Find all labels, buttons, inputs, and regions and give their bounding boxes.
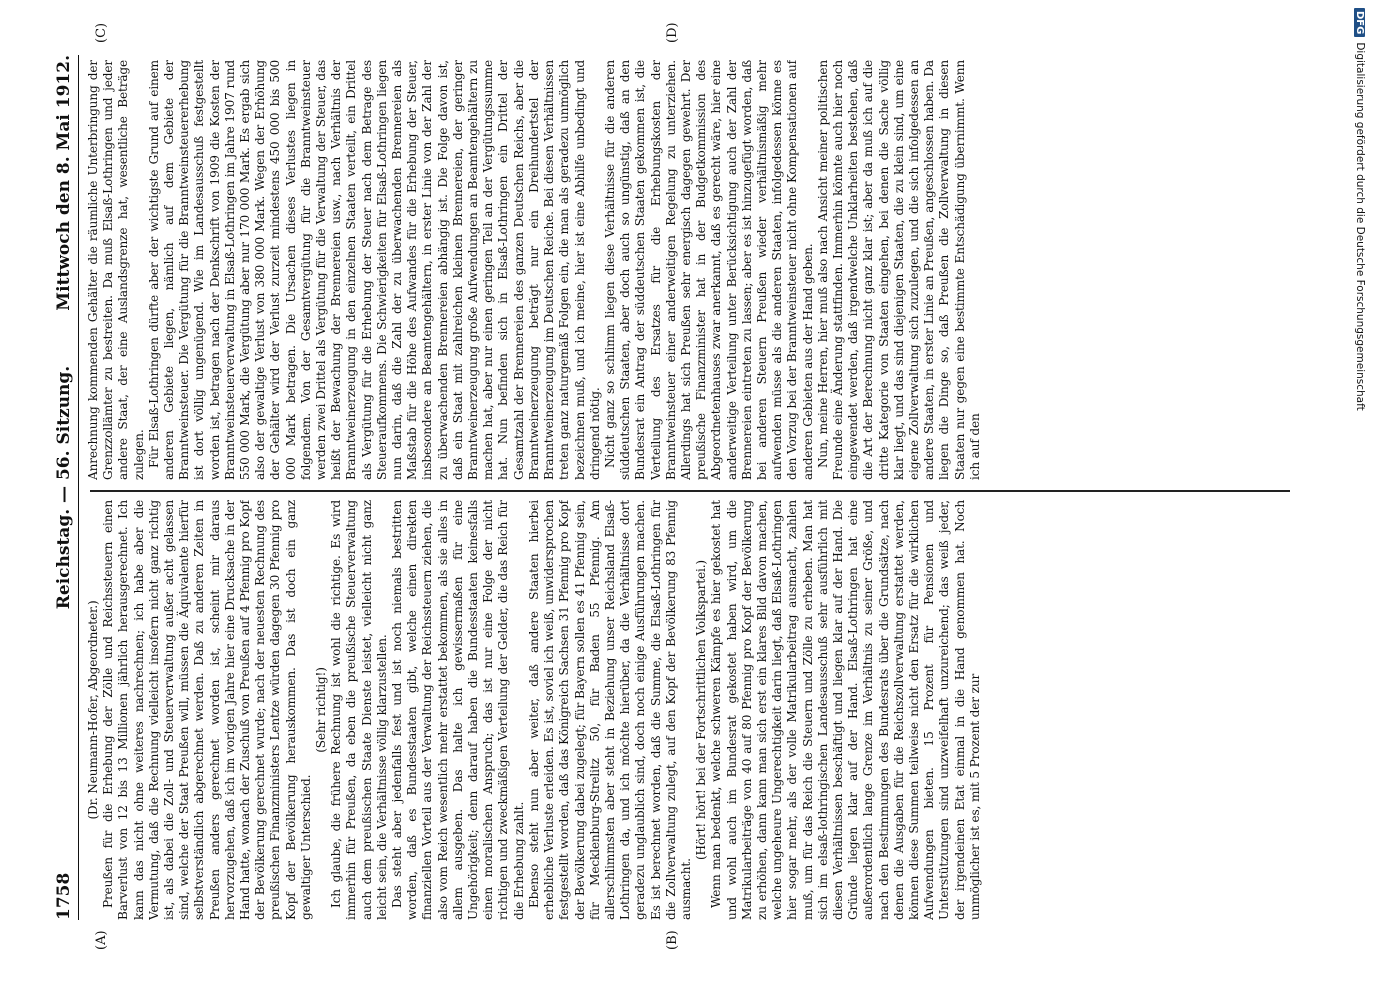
paragraph: Das steht aber jedenfalls fest und ist noch niemals bestritten worden, daß es Bundesstaaten gibt, welche einen direkten finanziellen Vorteil aus der Verwaltung der Reichssteuern ziehen, die also vom Reich wesentlich mehr erstattet bekommen, als sie alles in allem ausgeben. Das halte ich gewissermaßen für eine Ungehörigkeit; denn darauf haben die Bundesstaaten keinesfalls einen moralischen Anspruch; das ist nur eine Folge der nicht richtigen und zweckmäßigen Verteilung der Gelder, die das Reich für die Erhebung zahlt. [390, 500, 526, 920]
speaker-line: (Dr. Neumann-Hofer, Abgeordneter.) [86, 600, 100, 820]
margin-marker-d: (D) [665, 22, 680, 43]
paragraph: Nun, meine Herren, hier muß also nach Ansicht meiner politischen Freunde eine Änderung stattfinden. Immerhin könnte auch hier noch eingewendet werden, daß irgendwelche Unklarheiten bestehen, daß die Art der Berechnung nicht ganz klar ist; aber da muß ich auf die dritte Kategorie von Staaten eingehen, bei denen die Sache völlig klar liegt, und das sind diejenigen Staaten, die zu klein sind, um eine eigene Zollverwaltung sich zuzulegen, und die sich infolgedessen an andere Staaten, in erster Linie an Preußen, angeschlossen haben. Da liegen die Dinge so, daß Preußen die Zollverwaltung in diesen Staaten nur gegen eine bestimmte Entschädigung übernimmt. Wenn ich auf den [815, 60, 982, 480]
page-number: 1758 [54, 872, 74, 920]
interjection: (Hört! hört! bei der Fortschrittlichen Volkspartei.) [694, 560, 709, 861]
digitization-text: Digitalisierung gefördert durch die Deutsche Forschungsgemeinschaft [1354, 42, 1366, 411]
paragraph: Für Elsaß-Lothringen dürfte aber der wichtigste Grund auf einem anderen Gebiete liegen, nämlich auf dem Gebiete der Branntweinsteuer. Die Vergütung für die Branntweinsteuererhebung ist dort völlig ungenügend. Wie im Landesausschuß festgestellt worden ist, betragen nach der Denkschrift von 1909 die Kosten der Branntweinsteuerverwaltung in Elsaß-Lothringen im Jahre 1907 rund 550 000 Mark, die Vergütung aber nur 170 000 Mark. Es ergab sich also der gewaltige Verlust von 380 000 Mark. Wegen der Erhöhung der Gehälter wird der Verlust zurzeit mindestens 450 000 bis 500 000 Mark betragen. Die Ursachen dieses Verlustes liegen in folgendem. Von der Gesamtvergütung für die Branntweinsteuer werden zwei Drittel als Vergütung für die Verwaltung der Steuer, das heißt der Bewachung der Brennereien usw., nach Verhältnis der Branntweinerzeugung in den einzelnen Staaten verteilt, ein Drittel als Vergütung für die Erhebung der Steuer nach dem Betrage des Steueraufkommens. Die Schwierigkeiten für Elsaß-Lothringen liegen nun darin, daß die Zahl der zu überwachenden Brennereien als Maßstab für die Höhe des Aufwandes für die Erhebung der Steuer, insbesondere an Beamtengehältern, in erster Linie von der Zahl der zu überwachenden Brennereien abhängig ist. Die Folge davon ist, daß ein Staat mit zahlreichen kleinen Brennereien, der geringer Branntweinerzeugung große Aufwendungen an Beamtengehältern zu machen hat, aber nur einen geringen Teil an der Vergütungssumme hat. Nun befinden sich in Elsaß-Lothringen ein Drittel der Gesamtzahl der Brennereien des ganzen Deutschen Reichs, aber die Branntweinerzeugung beträgt nur ein Dreihundertstel der Branntweinerzeugung im Deutschen Reiche. Bei diesen Verhältnissen treten ganz naturgemäß Folgen ein, die man als geradezu unmöglich bezeichnen muß, und ich meine, hier ist eine Abhilfe unbedingt und dringend nötig. [146, 60, 602, 480]
margin-marker-b: (B) [665, 930, 680, 950]
session-title: Reichstag. — 56. Sitzung. [54, 365, 74, 610]
dfg-logo: DFG [1354, 8, 1365, 37]
column-divider [90, 491, 1290, 493]
page-header [52, 55, 79, 920]
left-column [86, 500, 1294, 920]
margin-marker-a: (A) [94, 930, 109, 950]
paragraph: Wenn man bedenkt, welche schweren Kämpfe es hier gekostet hat und wohl auch im Bundesrat gekostet haben wird, um die Matrikularbeiträge von 40 auf 80 Pfennig pro Kopf der Bevölkerung zu erhöhen, dann kann man sich erst ein klares Bild davon machen, welche ungeheure Ungerechtigkeit darin liegt, daß Elsaß-Lothringen hier sogar mehr, als der volle Matrikularbeitrag ausmacht, zahlen muß, um für das Reich die Steuern und Zölle zu erheben. Man hat sich im elsaß-lothringischen Landesausschuß sehr ausführlich mit diesen Verhältnissen beschäftigt und liegen klar auf der Hand. Die Gründe liegen klar auf der Hand. Elsaß-Lothringen hat eine außerordentlich lange Grenze im Verhältnis zu seiner Größe, und nach den Bestimmungen des Bundesrats über die Grundsätze, nach denen die Ausgaben für die Reichszollverwaltung erstattet werden, können diese Summen teilweise nicht den Ersatz für die wirklichen Aufwendungen bieten. 15 Prozent für Pensionen und Unterstützungen sind unzweifelhaft unzureichend; das weiß jeder, der irgendeinen Etat einmal in die Hand genommen hat. Noch unmöglicher ist es, mit 5 Prozent der zur [709, 500, 982, 920]
interjection: (Sehr richtig!) [314, 667, 329, 753]
paragraph: Ebenso steht nun aber weiter, daß andere Staaten hierbei erhebliche Verluste erleiden. Es ist, soviel ich weiß, unwidersprochen festgestellt worden, daß das Königreich Sachsen 31 Pfennig pro Kopf der Bevölkerung dabei zugelegt; für Bayern sollen es 41 Pfennig sein, für Mecklenburg-Strelitz 50, für Baden 55 Pfennig. Am allerschlimmsten aber steht in Beziehung unser Reichsland Elsaß-Lothringen da, und ich möchte hierüber, da die Verhältnisse dort geradezu unglaublich sind, doch noch einige Ausführungen machen. Es ist berechnet worden, daß die Summe, die Elsaß-Lothringen für die Zollverwaltung zulegt, auf den Kopf der Bevölkerung 83 Pfennig ausmacht. [526, 500, 693, 920]
margin-marker-c: (C) [94, 22, 109, 43]
paragraph: Ich glaube, die frühere Rechnung ist wohl die richtige. Es wird immerhin für Preußen, da eben die preußische Steuerverwaltung auch dem preußischen Staate Dienste leistet, vielleicht nicht ganz leicht sein, die Verhältnisse völlig klarzustellen. [329, 500, 389, 920]
paragraph: Preußen für die Erhebung der Zölle und Reichssteuern einen Barverlust von 12 bis 13 Millionen jährlich herausgerechnet. Ich kann das nicht ohne weiteres nachrechnen; ich habe aber die Vermutung, daß die Rechnung vielleicht insofern nicht ganz richtig ist, als dabei die Zoll- und Steuerverwaltung außer acht gelassen sind, welche der Staat Preußen will, müssen die Äquivalente hierfür selbstverständlich abgerechnet werden. Daß zu anderen Zeiten in Preußen anders gerechnet worden ist, scheint mir daraus hervorzugehen, daß ich im vorigen Jahre hier eine Drucksache in der Hand hatte, wonach der Zuschuß von Preußen auf 4 Pfennig pro Kopf der Bevölkerung gerechnet wurde; nach der neuesten Rechnung des preußischen Finanzministers Lentze würden dagegen 30 Pfennig pro Kopf der Bevölkerung herauskommen. Das ist doch ein ganz gewaltiger Unterschied. [101, 500, 313, 920]
digitization-note [1351, 8, 1366, 992]
paragraph: Nicht ganz so schlimm liegen diese Verhältnisse für die anderen süddeutschen Staaten, aber doch auch so ungünstig, daß an den Bundesrat ein Antrag der süddeutschen Staaten gekommen ist, die Verteilung des Ersatzes für die Erhebungskosten der Branntweinsteuer einer anderweitigen Regelung zu unterziehen. Allerdings hat sich Preußen sehr energisch dagegen gewehrt. Der preußische Finanzminister hat in der Budgetkommission des Abgeordnetenhauses zwar anerkannt, daß es gerecht wäre, hier eine anderweitige Verteilung unter Berücksichtigung auch der Zahl der Brennereien eintreten zu lassen; aber es ist hinzugefügt worden, daß bei anderen Steuern Preußen wieder verhältnismäßig mehr aufwenden müsse als die anderen Staaten, infolgedessen könne es den Vorzug bei der Branntweinsteuer nicht ohne Kompensationen auf anderen Gebieten aus der Hand geben. [602, 60, 815, 480]
session-date: Mittwoch den 8. Mai 1912. [54, 55, 74, 311]
right-column [86, 60, 1294, 480]
paragraph: Anrechnung kommenden Gehälter die räumliche Unterbringung der Grenzzollämter zu bestreiten. Da muß Elsaß-Lothringen und jeder andere Staat, der eine Auslandsgrenze hat, wesentliche Beträge zulegen. [86, 60, 146, 480]
